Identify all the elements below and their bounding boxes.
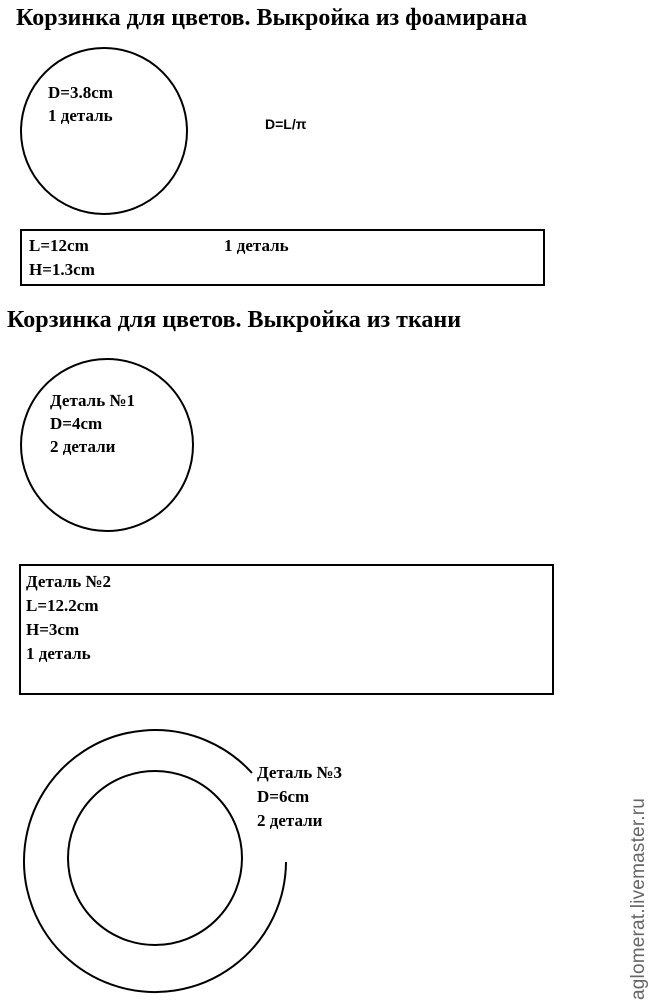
fabric-part1-count: 2 детали bbox=[50, 437, 116, 456]
fabric-part3-outer-arc bbox=[24, 730, 286, 992]
fabric-part2-height: H=3cm bbox=[26, 620, 80, 639]
foam-section-title: Корзинка для цветов. Выкройка из фоамирана bbox=[16, 5, 528, 31]
fabric-part3-count: 2 детали bbox=[257, 811, 323, 830]
foam-circle-count: 1 деталь bbox=[48, 106, 113, 125]
fabric-part2-count: 1 деталь bbox=[26, 644, 91, 663]
fabric-part1-diameter: D=4cm bbox=[50, 414, 103, 433]
fabric-part3-diameter: D=6cm bbox=[257, 787, 310, 806]
fabric-part1-name: Деталь №1 bbox=[50, 391, 136, 410]
foam-strip-height: H=1.3cm bbox=[29, 260, 95, 279]
foam-strip-count: 1 деталь bbox=[224, 236, 289, 255]
foam-circle-diameter: D=3.8cm bbox=[48, 83, 113, 102]
foam-base-circle bbox=[21, 48, 187, 214]
diameter-formula: D=L/π bbox=[265, 116, 307, 132]
watermark: aglomerat.livemaster.ru bbox=[628, 797, 649, 1000]
fabric-part3-name: Деталь №3 bbox=[257, 763, 343, 782]
fabric-part2-name: Деталь №2 bbox=[26, 572, 112, 591]
fabric-part2-length: L=12.2cm bbox=[26, 596, 99, 615]
fabric-part3-inner-circle bbox=[68, 771, 242, 945]
fabric-section-title: Корзинка для цветов. Выкройка из ткани bbox=[7, 307, 462, 333]
foam-strip-length: L=12cm bbox=[29, 236, 89, 255]
